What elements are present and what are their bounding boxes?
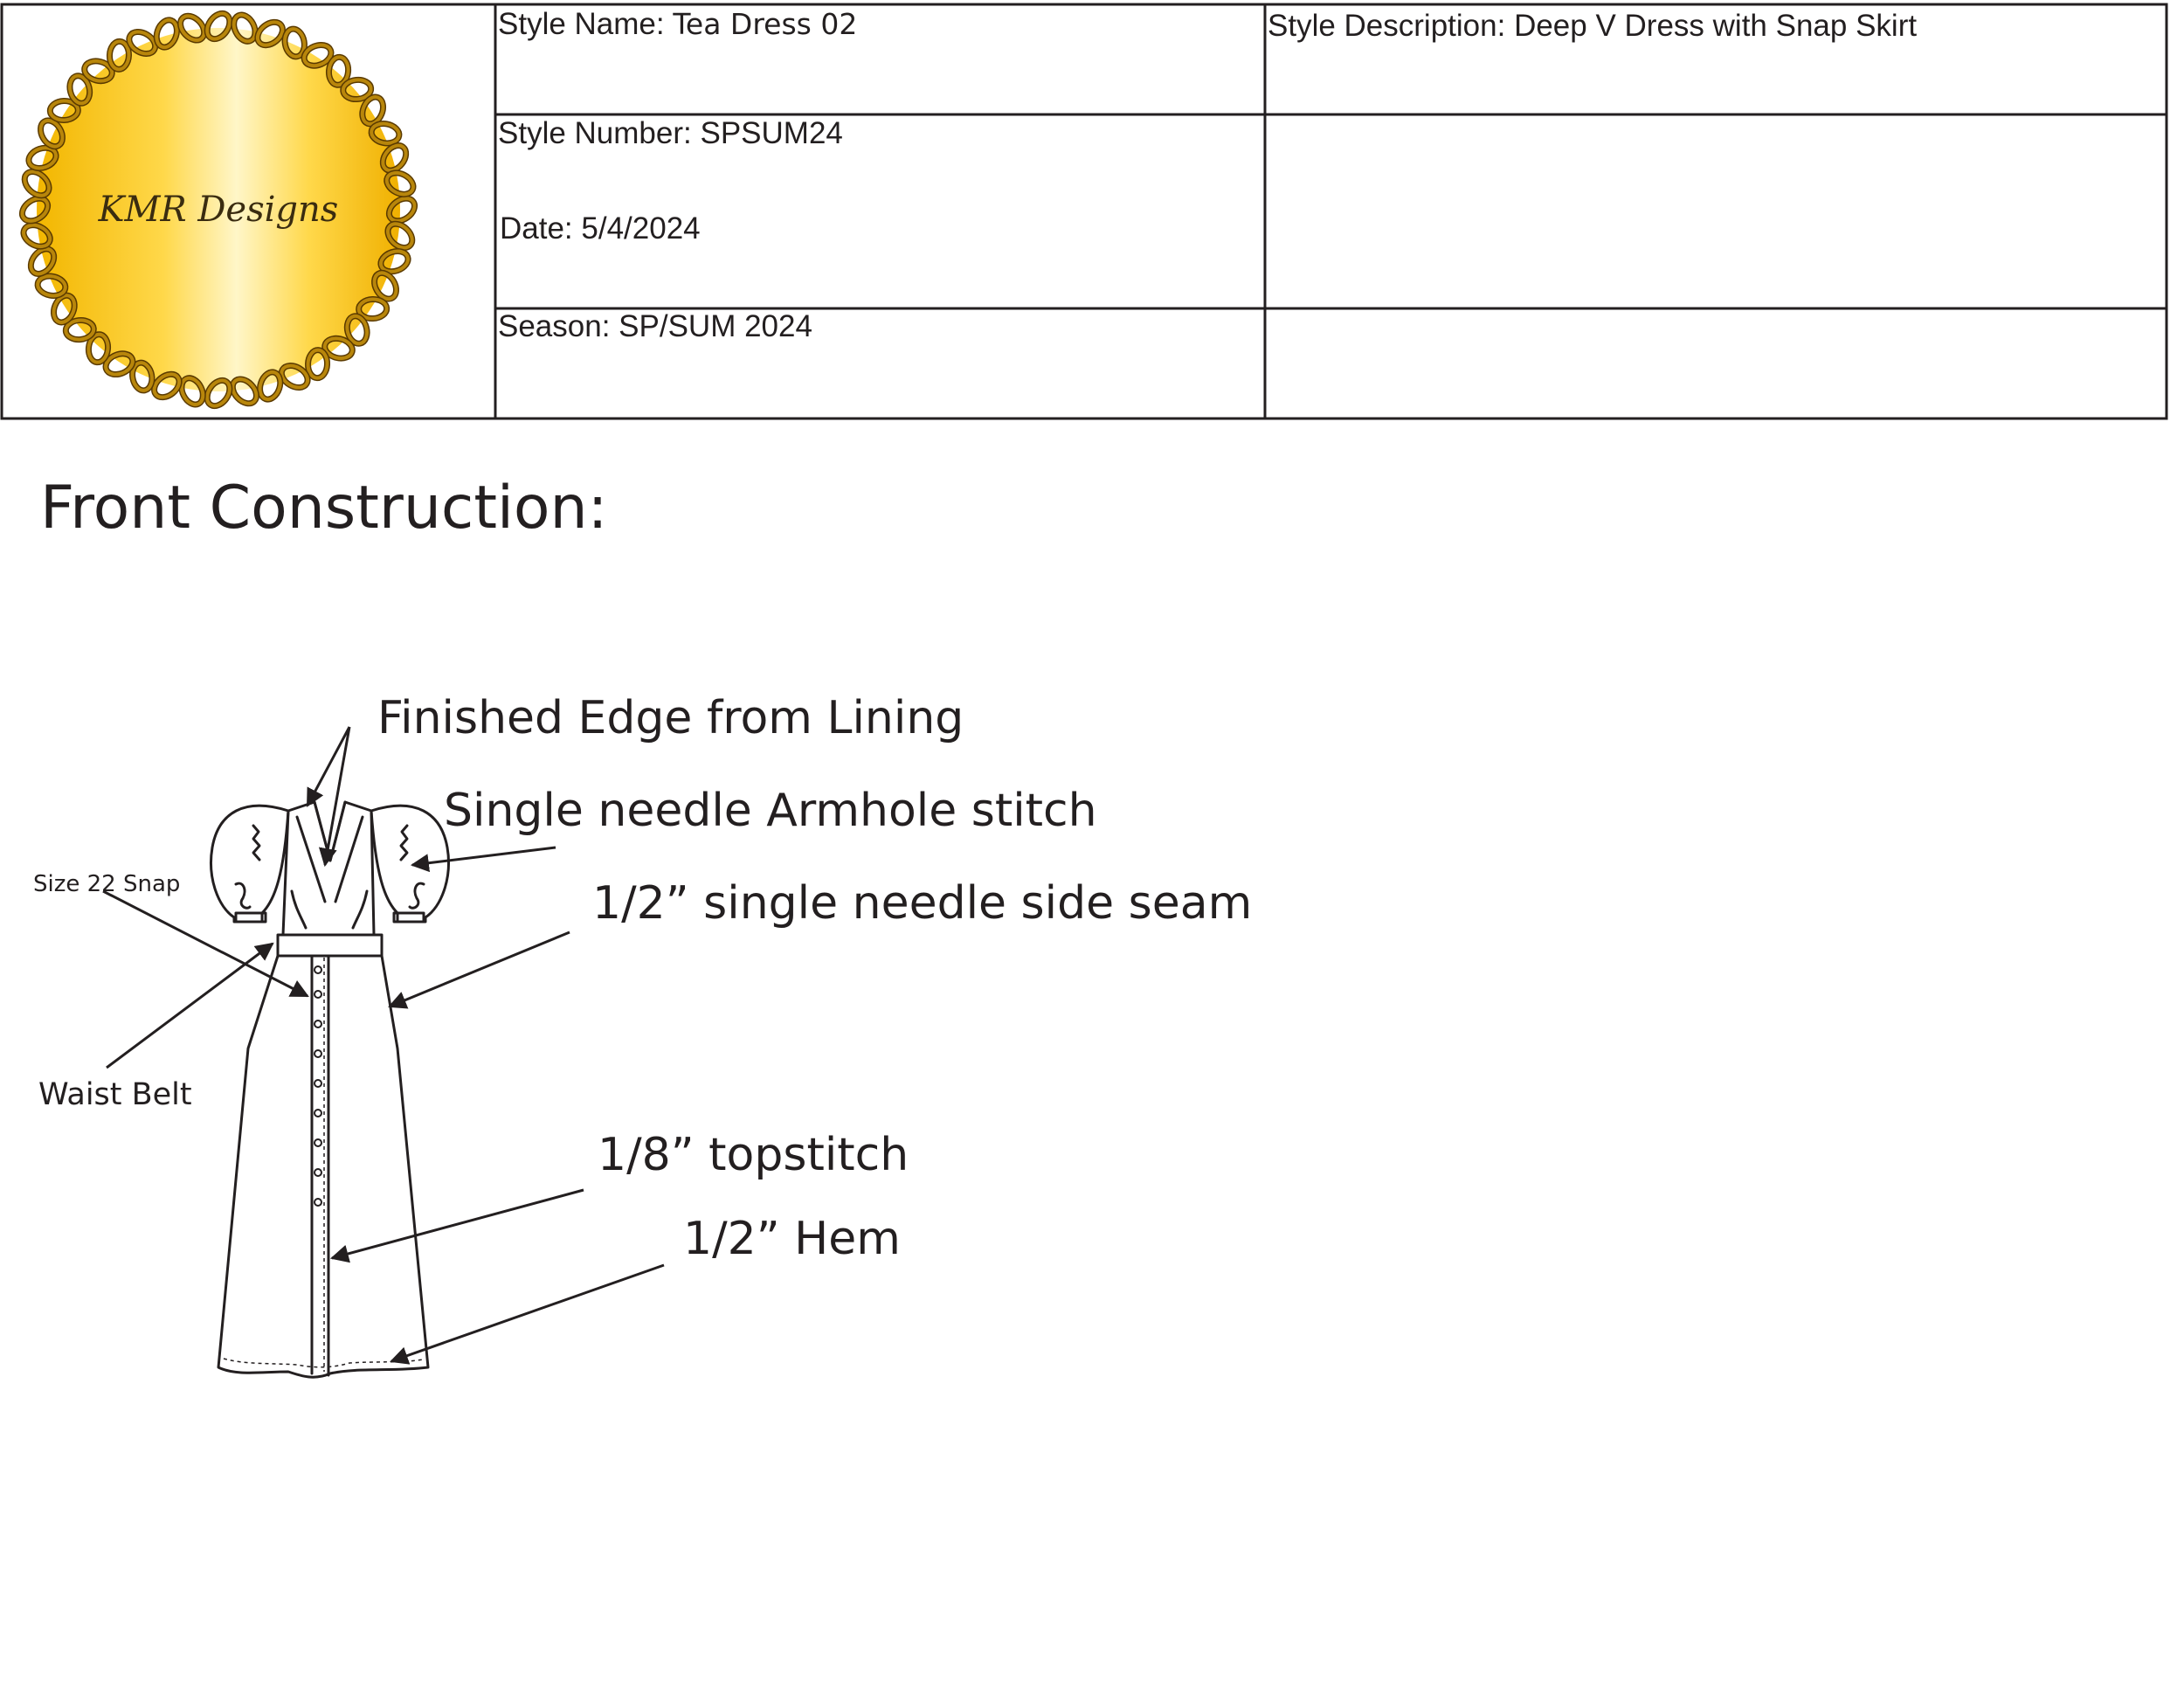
callout-topstitch: 1/8” topstitch: [598, 1129, 909, 1181]
left-sleeve: [211, 806, 288, 922]
left-cuff-gathers: [236, 883, 250, 908]
date-label: Date:: [500, 211, 573, 246]
style-number-label: Style Number:: [498, 116, 692, 150]
arrow-armhole: [412, 847, 556, 865]
style-number-field: [498, 118, 843, 149]
callout-armhole: Single needle Armhole stitch: [444, 785, 1097, 837]
snap-button: [314, 966, 321, 973]
season-label: Season:: [498, 309, 611, 343]
callout-side-seam: 1/2” single needle side seam: [592, 877, 1253, 930]
snap-button: [314, 1199, 321, 1206]
callout-snap: Size 22 Snap: [33, 871, 181, 897]
right-cuff-gathers: [410, 883, 424, 908]
style-description-label: Style Description:: [1268, 9, 1506, 43]
left-sleeve-gathers: [253, 826, 259, 860]
waist-belt: [278, 935, 382, 956]
style-name-value: Tea Dress 02: [673, 7, 858, 41]
date-field: [500, 213, 701, 244]
style-name-label: Style Name:: [498, 7, 665, 41]
arrow-side-seam: [390, 932, 570, 1007]
right-sleeve-gathers: [401, 826, 407, 860]
right-sleeve: [371, 806, 448, 922]
left-bust-dart: [292, 891, 306, 928]
arrow-topstitch: [332, 1190, 584, 1258]
right-bust-dart: [353, 891, 367, 928]
date-value: 5/4/2024: [581, 211, 701, 246]
dress-flat-sketch: [0, 681, 1223, 1407]
skirt: [218, 956, 428, 1377]
snap-button: [314, 1020, 321, 1027]
callout-waist-belt: Waist Belt: [38, 1077, 192, 1112]
style-description-field: [1268, 10, 1917, 41]
style-description-value: Deep V Dress with Snap Skirt: [1514, 9, 1918, 43]
snap-button: [314, 1169, 321, 1176]
snap-button: [314, 1080, 321, 1087]
arrow-hem: [391, 1265, 664, 1361]
snap-button: [314, 1110, 321, 1117]
logo-text: KMR Designs: [98, 190, 339, 230]
snap-button: [314, 1050, 321, 1057]
snap-buttons: [314, 966, 321, 1206]
section-title: Front Construction:: [40, 474, 608, 543]
callout-hem: 1/2” Hem: [683, 1213, 901, 1265]
season-value: SP/SUM 2024: [619, 309, 812, 343]
season-field: [498, 311, 812, 342]
snap-button: [314, 991, 321, 998]
snap-button: [314, 1139, 321, 1146]
right-surplice-edge: [335, 817, 363, 902]
logo-medallion: [17, 9, 419, 411]
style-number-value: SPSUM24: [700, 116, 843, 150]
style-name-field: [498, 9, 857, 39]
callout-finished-edge: Finished Edge from Lining: [377, 692, 964, 744]
